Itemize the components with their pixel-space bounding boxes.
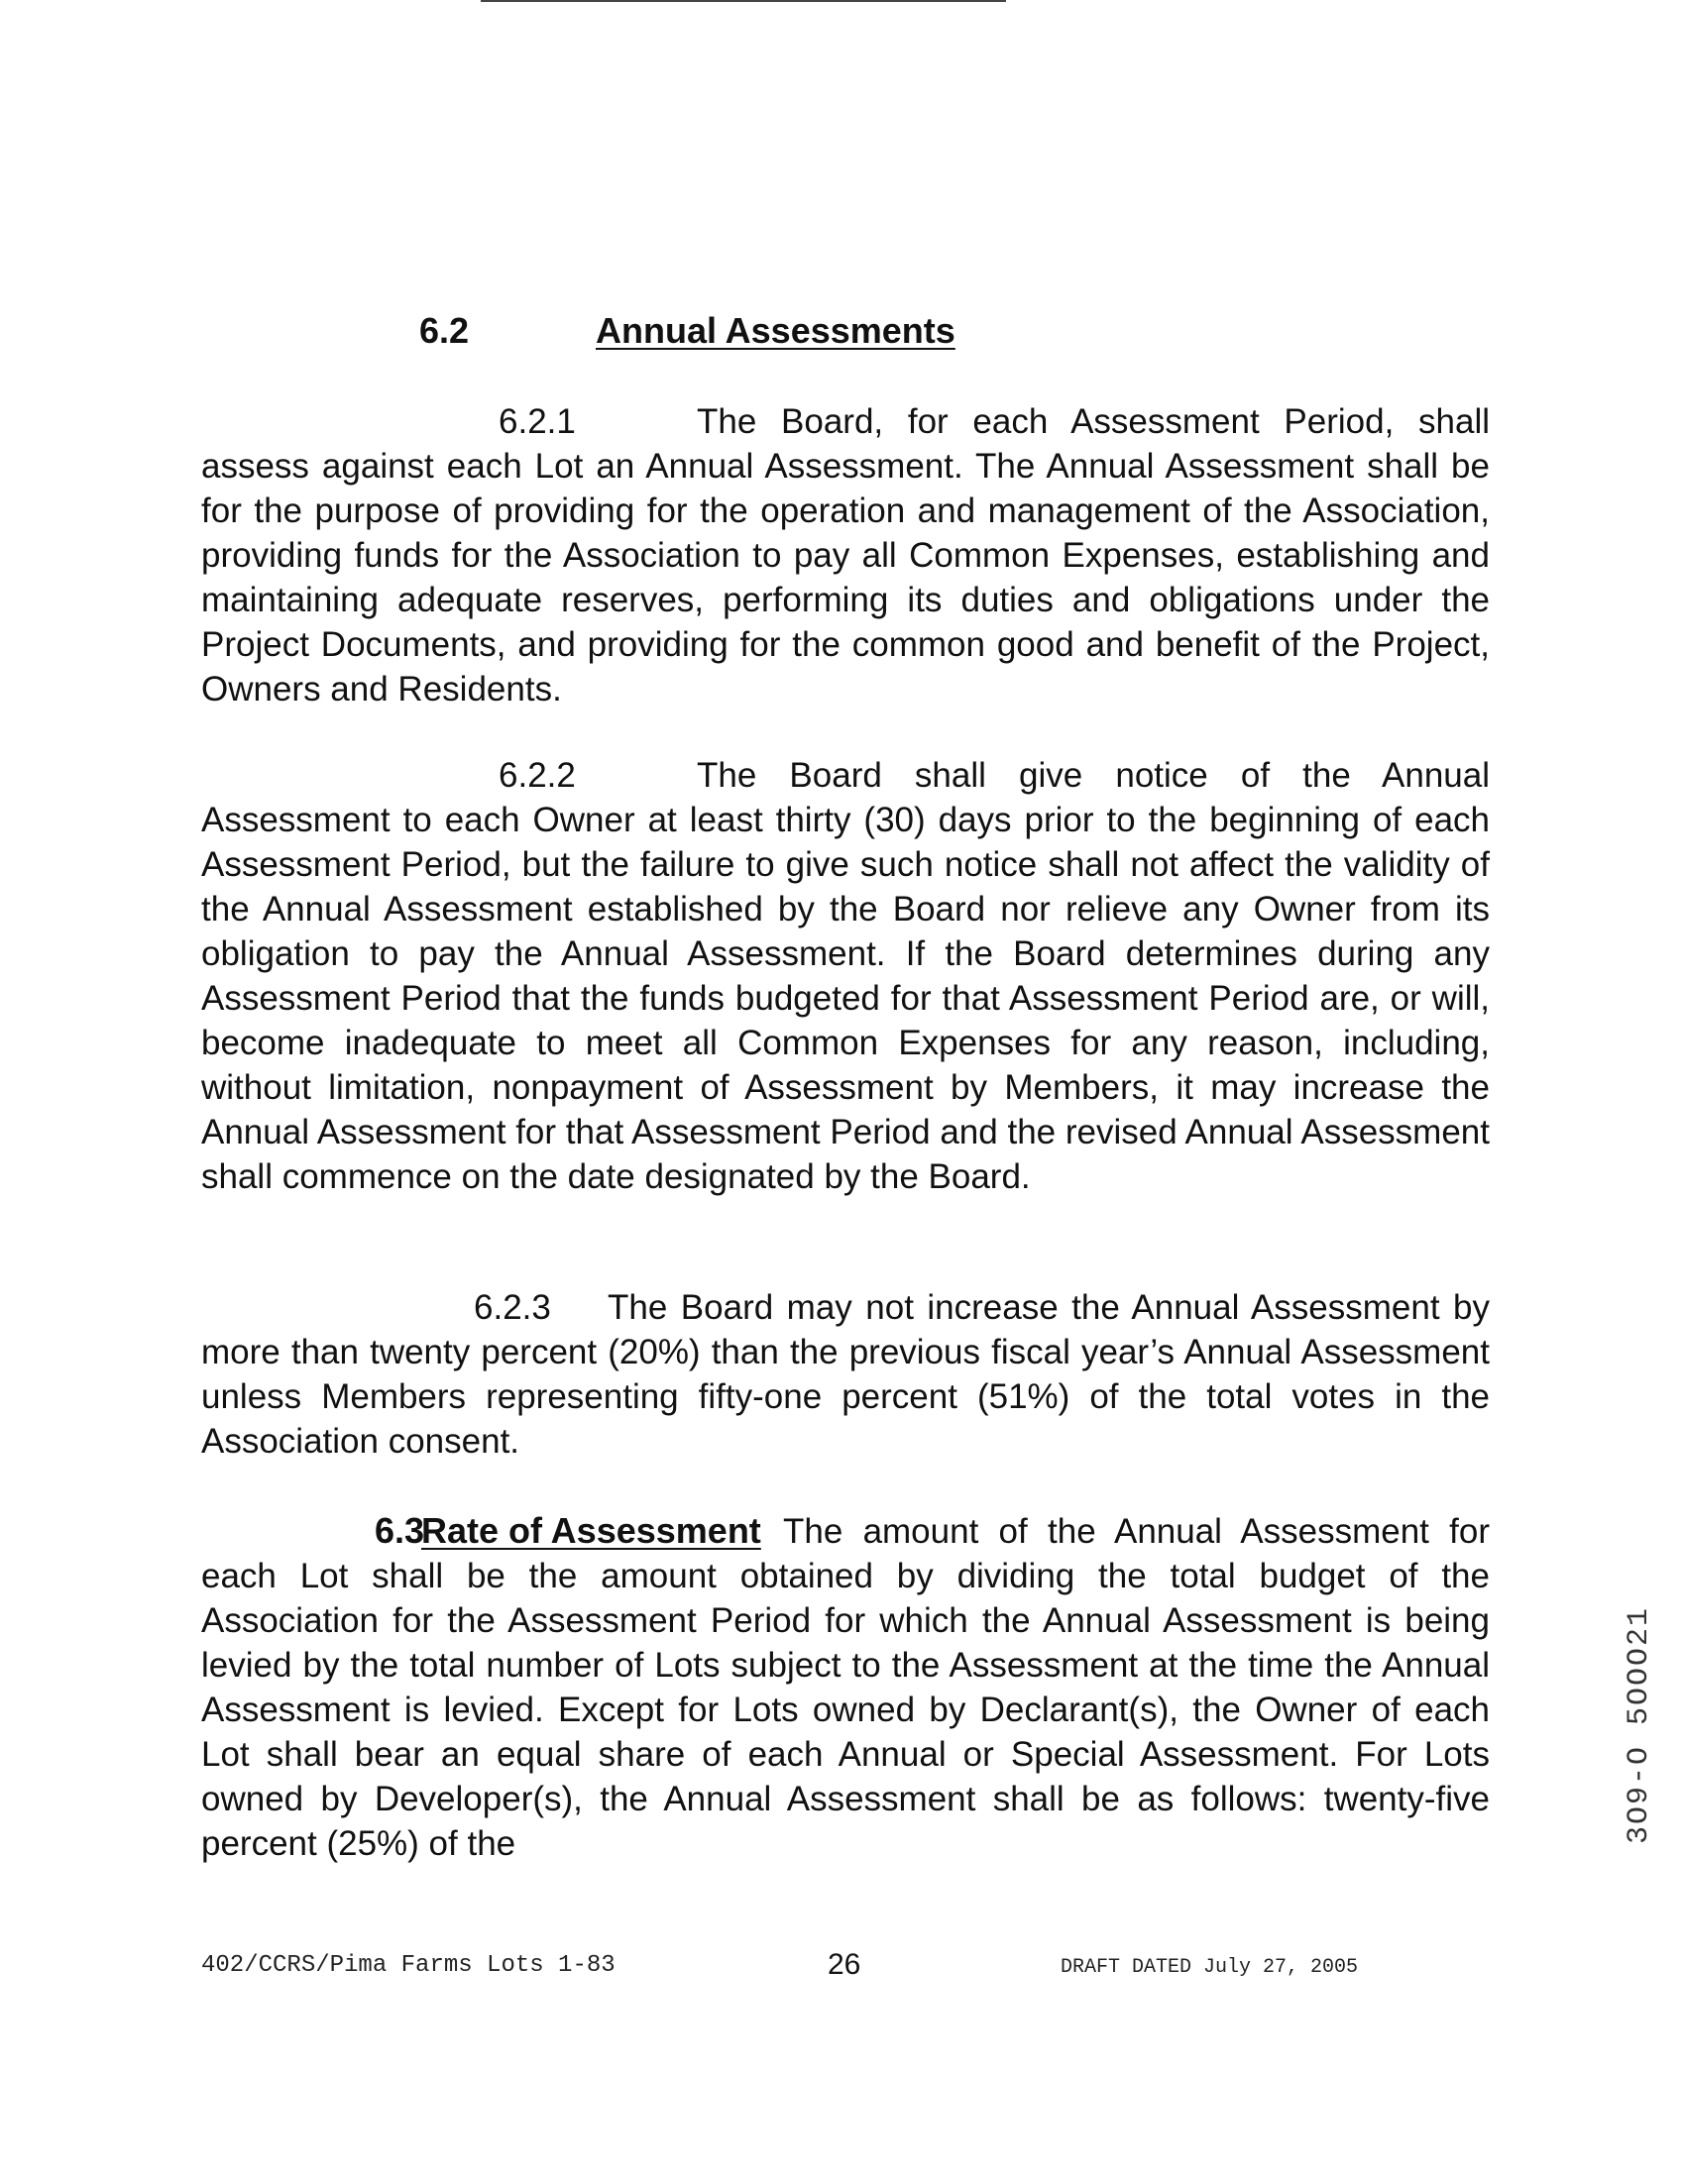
paragraph-6-2-3 bbox=[201, 1285, 1490, 1464]
paragraph-6-2-2 bbox=[201, 753, 1490, 1199]
top-rule bbox=[481, 0, 1006, 2]
paragraph-6-2-1 bbox=[201, 399, 1490, 711]
section-6-3-number: 6.3 bbox=[375, 1510, 425, 1551]
paragraph-6-2-2-text: The Board shall give notice of the Annual Assessment to each Owner at least thirty (30) days prior to the beginning of each Assessment Period, but the failure to give such notice shall not affect the validity of the Annual Assessment established by the Board nor relieve any Owner from its obligation to pay the Annual Assessment. If the Board determines during any Assessment Period that the funds budgeted for that Assessment Period are, or will, become inadequate to meet all Common Expenses for any reason, including, without limitation, nonpayment of Assessment by Members, it may increase the Annual Assessment for that Assessment Period and the revised Annual Assessment shall commence on the date designated by the Board. bbox=[201, 756, 1490, 1196]
section-6-2-title: Annual Assessments bbox=[596, 310, 955, 351]
section-6-2-heading bbox=[419, 310, 955, 352]
recording-stamp-text: 3O9-O 5OOO21 bbox=[1623, 1605, 1656, 1844]
footer-page-number: 26 bbox=[828, 1948, 861, 1981]
recording-stamp bbox=[1611, 1590, 1670, 1848]
section-6-2-number: 6.2 bbox=[419, 310, 470, 351]
section-6-3-text: The amount of the Annual Assessment for each Lot shall be the amount obtained by dividing the total budget of the Association for the Assessment Period for which the Annual Assessment is being levied by the total number of Lots subject to the Assessment at the time the Annual Assessment is levied. Except for Lots owned by Declarant(s), the Owner of each Lot shall bear an equal share of each Annual or Special Assessment. For Lots owned by Developer(s), the Annual Assessment shall be as follows: twenty-five percent (25%) of the bbox=[201, 1512, 1490, 1863]
section-6-3-title: Rate of Assessment bbox=[421, 1510, 761, 1551]
paragraph-6-2-3-number: 6.2.3 bbox=[474, 1288, 551, 1327]
paragraph-6-2-2-number: 6.2.2 bbox=[499, 756, 576, 795]
paragraph-6-2-3-text: The Board may not increase the Annual Assessment by more than twenty percent (20%) than the previous fiscal year’s Annual Assessment unless Members representing fifty-one percent (51%) of the total votes in the Association consent. bbox=[201, 1288, 1490, 1461]
paragraph-6-2-1-text: The Board, for each Assessment Period, shall assess against each Lot an Annual Assessment. The Annual Assessment shall be for the purpose of providing for the operation and management of the Association, providing funds for the Association to pay all Common Expenses, establishing and maintaining adequate reserves, performing its duties and obligations under the Project Documents, and providing for the common good and benefit of the Project, Owners and Residents. bbox=[201, 402, 1490, 709]
footer-draft-date: DRAFT DATED July 27, 2005 bbox=[1061, 1956, 1359, 1979]
footer-doc-ref: 402/CCRS/Pima Farms Lots 1-83 bbox=[201, 1952, 616, 1979]
section-6-3 bbox=[201, 1508, 1490, 1866]
paragraph-6-2-1-number: 6.2.1 bbox=[499, 402, 576, 441]
